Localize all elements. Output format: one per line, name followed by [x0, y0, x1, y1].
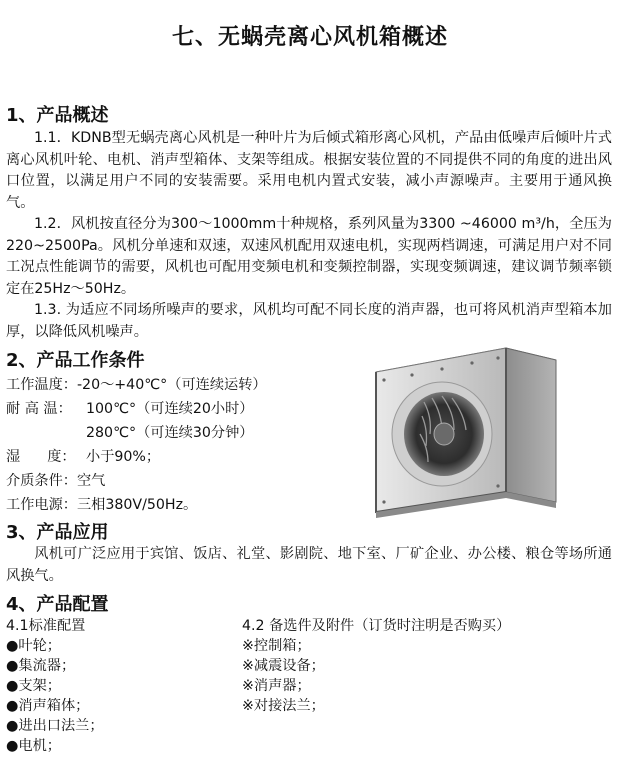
overview-p3-text: 1.3. 为适应不同场所噪声的要求，风机均可配不同长度的消声器，也可将风机消声型箱本加厚，以降低风机噪声。	[6, 302, 612, 340]
standard-item: ●电机；	[6, 738, 61, 754]
optional-item: ※对接法兰；	[242, 698, 325, 714]
fan-box-image	[372, 342, 560, 524]
standard-item: ●进出口法兰；	[6, 718, 104, 734]
standard-config	[6, 616, 104, 756]
application-paragraph	[6, 544, 612, 587]
condition-high-temp-2: 280℃°（可连续30分钟）	[86, 425, 254, 441]
overview-paragraph-1	[6, 128, 612, 214]
standard-item: ●消声箱体；	[6, 698, 90, 714]
optional-config-title: 4.2 备选件及附件（订货时注明是否购买）	[242, 618, 511, 634]
standard-config-title: 4.1标准配置	[6, 618, 86, 634]
condition-high-temp-1: 100℃°（可连续20小时）	[86, 401, 254, 417]
condition-power: 工作电源：三相380V/50Hz。	[6, 497, 198, 513]
overview-paragraph-2	[6, 214, 612, 300]
optional-item: ※消声器；	[242, 678, 311, 694]
heading-config: 4、产品配置	[6, 594, 109, 615]
page-title: 七、无蜗壳离心风机箱概述	[171, 25, 448, 50]
standard-item: ●集流器；	[6, 658, 76, 674]
heading-overview: 1、产品概述	[6, 105, 109, 126]
condition-medium: 介质条件：空气	[6, 473, 106, 489]
heading-application: 3、产品应用	[6, 522, 109, 543]
standard-item: ●叶轮；	[6, 638, 61, 654]
condition-humidity-label: 湿 度：	[6, 449, 76, 465]
optional-item: ※控制箱；	[242, 638, 311, 654]
optional-item: ※减震设备；	[242, 658, 325, 674]
heading-conditions: 2、产品工作条件	[6, 350, 145, 371]
overview-p2-text: 1.2．风机按直径分为300～1000mm十种规格，系列风量为3300 ~46000 m³/h，全压为220~2500Pa。风机分单速和双速，双速风机配用双速电机，实现两档调速，可满足用户对不同工况点性能调节的需要，风机也可配用变频电机和变频控制器，实现变频调速，建议调节频率锁定在25Hz～50Hz。	[6, 216, 612, 297]
optional-config	[242, 616, 510, 716]
overview-p1-text: 1.1．KDNB型无蜗壳离心风机是一种叶片为后倾式箱形离心风机，产品由低噪声后倾叶片式离心风机叶轮、电机、消声型箱体、支架等组成。根据安装位置的不同提供不同的角度的进出风口位置，以满足用户不同的安装需要。采用电机内置式安装，减小声源噪声。主要用于通风换气。	[6, 130, 612, 211]
condition-humidity: 小于90%；	[86, 449, 161, 465]
standard-item: ●支架；	[6, 678, 61, 694]
condition-high-temp-label: 耐 高 温：	[6, 401, 72, 417]
application-text: 风机可广泛应用于宾馆、饭店、礼堂、影剧院、地下室、厂矿企业、办公楼、粮仓等场所通风换气。	[6, 546, 612, 584]
overview-paragraph-3	[6, 300, 612, 343]
condition-temp: 工作温度：-20～+40℃°（可连续运转）	[6, 377, 267, 393]
